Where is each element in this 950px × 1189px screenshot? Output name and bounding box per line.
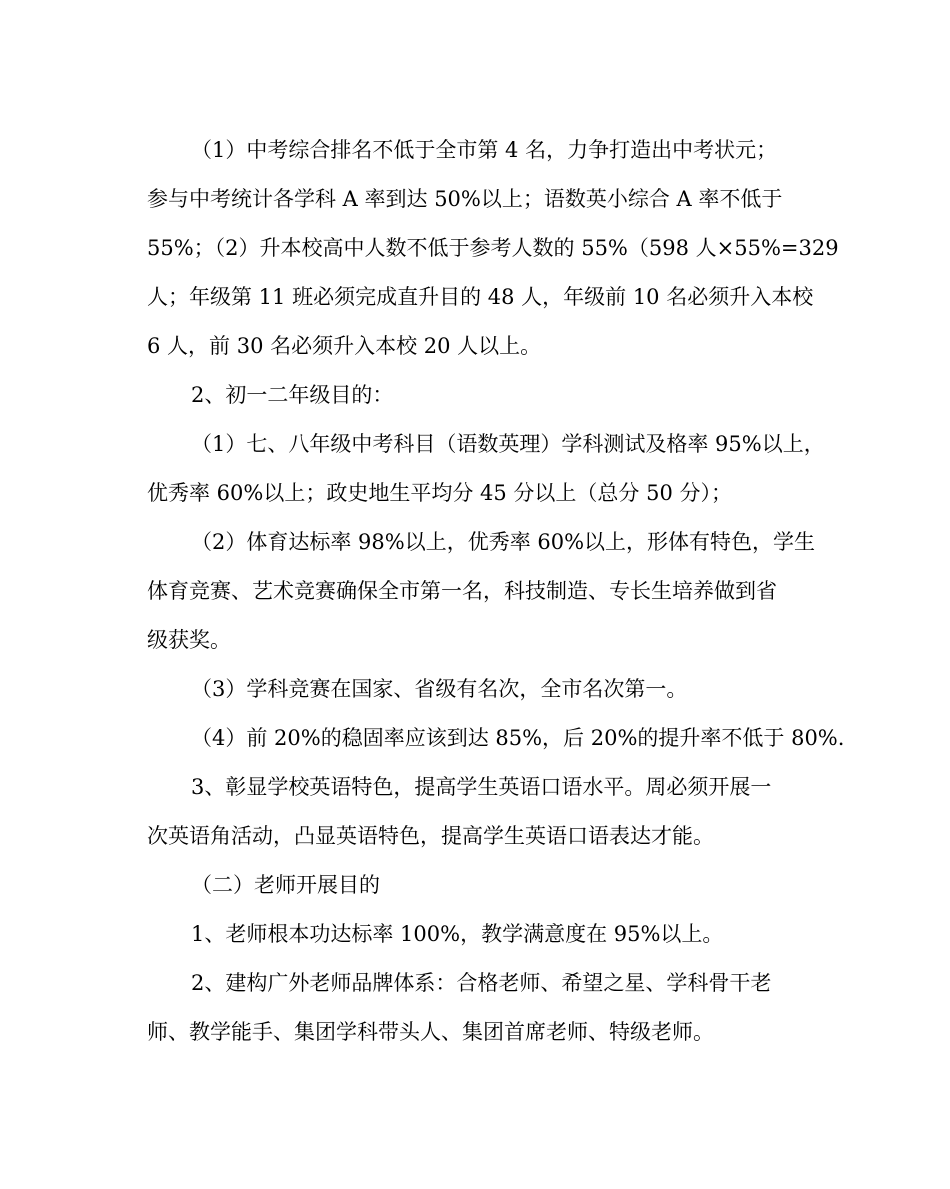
- text-line: 1、老师根本功达标率 100%，教学满意度在 95%以上。: [191, 922, 724, 946]
- text-line: 体育竞赛、艺术竞赛确保全市第一名，科技制造、专长生培养做到省: [147, 579, 777, 603]
- text-line: （4）前 20%的稳固率应该到达 85%，后 20%的提升率不低于 80%.: [191, 726, 845, 750]
- text-line: 2、建构广外老师品牌体系：合格老师、希望之星、学科骨干老: [191, 971, 772, 995]
- section-heading: 2、初一二年级目的：: [191, 383, 394, 407]
- text-line: （3）学科竞赛在国家、省级有名次，全市名次第一。: [191, 677, 688, 701]
- text-line: 优秀率 60%以上；政史地生平均分 45 分以上（总分 50 分）；: [147, 481, 732, 505]
- document-body: [147, 126, 845, 1057]
- text-line: 55%；（2）升本校高中人数不低于参考人数的 55%（598 人×55%=329: [147, 236, 839, 260]
- text-line: 人；年级第 11 班必须完成直升目的 48 人，年级前 10 名必须升入本校: [147, 285, 814, 309]
- text-line: 级获奖。: [147, 628, 231, 652]
- text-line: 参与中考统计各学科 A 率到达 50%以上；语数英小综合 A 率不低于: [147, 187, 783, 211]
- text-line: 次英语角活动，凸显英语特色，提高学生英语口语表达才能。: [147, 824, 714, 848]
- text-line: （1）中考综合排名不低于全市第 4 名，力争打造出中考状元；: [191, 138, 778, 162]
- text-line: （1）七、八年级中考科目（语数英理）学科测试及格率 95%以上，: [191, 432, 825, 456]
- text-line: 师、教学能手、集团学科带头人、集团首席老师、特级老师。: [147, 1020, 714, 1044]
- text-line: 6 人，前 30 名必须升入本校 20 人以上。: [147, 334, 542, 358]
- section-heading: （二）老师开展目的: [191, 873, 380, 897]
- text-line: 3、彰显学校英语特色，提高学生英语口语水平。周必须开展一: [191, 775, 772, 799]
- text-line: （2）体育达标率 98%以上，优秀率 60%以上，形体有特色，学生: [191, 530, 816, 554]
